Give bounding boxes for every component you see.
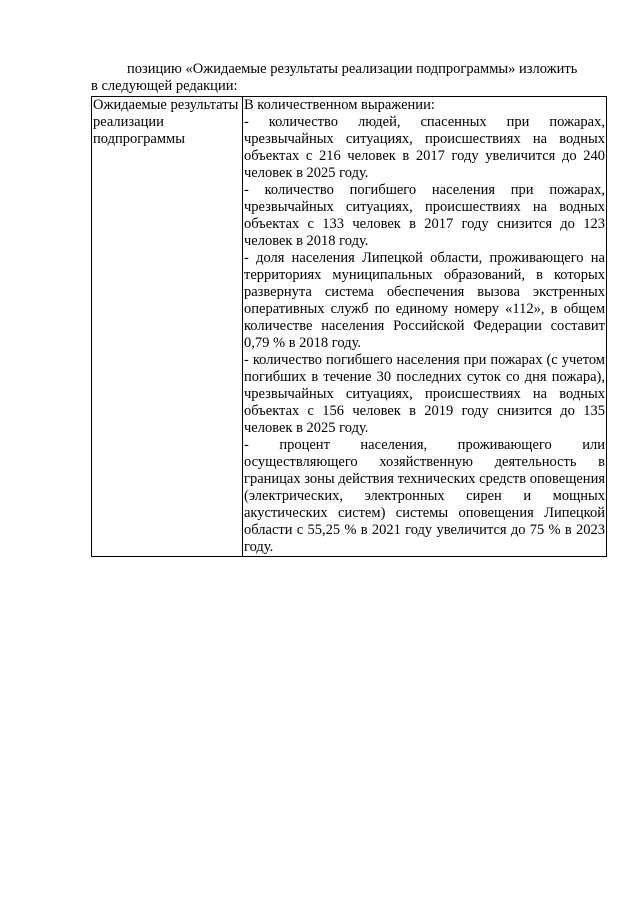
intro-line-1: позицию «Ожидаемые результаты реализации подпрограммы» изложить: [127, 61, 578, 77]
list-item: - количество людей, спасенных при пожарах, чрезвычайных ситуациях, происшествиях на водных объектах с 216 человек в 2017 году увеличится до 240 человек в 2025 году.: [244, 114, 605, 181]
content-heading: В количественном выражении:: [244, 97, 435, 113]
list-item: - доля населения Липецкой области, проживающего на территориях муниципальных образований, в которых развернута система обеспечения вызова экстренных оперативных служб по единому номеру «112», в общем количестве населения Российской Федерации составит 0,79 % в 2018 году.: [244, 250, 605, 351]
list-item: - количество погибшего населения при пожарах, чрезвычайных ситуациях, происшествиях на водных объектах с 133 человек в 2017 году снизится до 123 человек в 2018 году.: [244, 182, 605, 249]
label-cell: Ожидаемые результаты реализации подпрограммы: [92, 97, 243, 557]
list-item: - количество погибшего населения при пожарах (с учетом погибших в течение 30 последних суток со дня пожара), чрезвычайных ситуациях, происшествиях на водных объектах с 156 человек в 2019 году снизится до 135 человек в 2025 году.: [244, 352, 605, 436]
intro-paragraph: [91, 61, 607, 95]
list-item: - процент населения, проживающего или осуществляющего хозяйственную деятельность в границах зоны действия технических средств оповещения (электрических, электронных сирен и мощных акустических систем) системы оповещения Липецкой области с 55,25 % в 2021 году увеличится до 75 % в 2023 году.: [244, 437, 605, 555]
content-cell: [243, 97, 607, 557]
program-table: [91, 96, 607, 557]
table-row: [92, 97, 607, 557]
intro-line-2: в следующей редакции:: [91, 78, 238, 94]
